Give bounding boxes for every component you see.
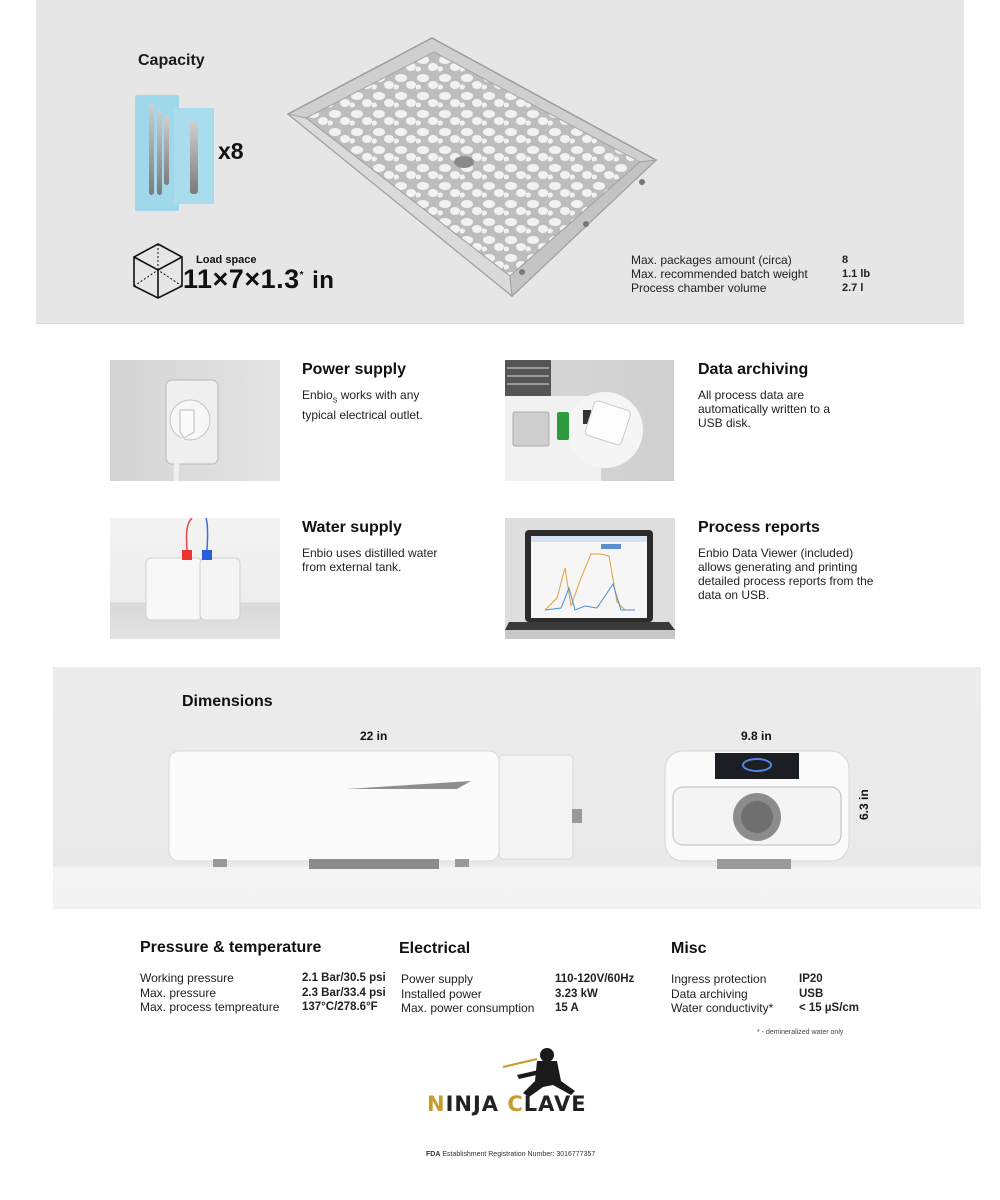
pressure-table [140, 971, 386, 1015]
sterilization-pouch-image [135, 95, 179, 211]
table-row: Water conductivity* < 15 µS/cm [671, 1001, 860, 1015]
load-space-label: Load space [196, 254, 257, 266]
process-reports-desc: Enbio Data Viewer (included) allows generating and printing detailed process reports from the data on USB. [698, 546, 874, 602]
dimensions-panel [53, 667, 981, 909]
process-reports-title: Process reports [698, 519, 820, 536]
height-dimension: 6.3 in [857, 789, 871, 820]
dimensions-title: Dimensions [182, 693, 273, 710]
water-tanks-image [110, 518, 280, 639]
power-outlet-image [110, 360, 280, 481]
water-supply-title: Water supply [302, 519, 402, 536]
table-row: Max. power consumption 15 A [401, 1001, 579, 1015]
table-row: Data archiving USB [671, 986, 824, 1001]
capacity-panel [36, 0, 964, 324]
table-row: Working pressure 2.1 Bar/30.5 psi [140, 971, 386, 985]
misc-table [671, 972, 859, 1016]
table-row: Installed power 3.23 kW [401, 986, 598, 1001]
capacity-specs [631, 253, 881, 295]
handpiece-pouch-image [174, 108, 214, 204]
spec-row: Max. recommended batch weight 1.1 lb [631, 267, 871, 281]
table-row: Ingress protection IP20 [671, 972, 823, 986]
pressure-title: Pressure & temperature [140, 939, 322, 956]
package-multiplier: x8 [218, 138, 244, 164]
usb-port-image [505, 360, 674, 481]
depth-dimension: 22 in [360, 729, 388, 743]
power-supply-title: Power supply [302, 361, 407, 378]
table-row: Max. process tempreature 137°C/278.6°F [140, 1000, 378, 1014]
electrical-title: Electrical [399, 940, 471, 957]
load-space-value: 11×7×1.3* in [183, 264, 335, 294]
autoclave-side-view-image [53, 667, 981, 909]
data-archiving-desc: All process data are automatically written to a USB disk. [698, 388, 831, 430]
sterilization-tray-image [284, 36, 664, 301]
spec-row: Max. packages amount (circa) 8 [631, 253, 849, 267]
electrical-table [401, 972, 634, 1016]
fda-registration: FDA Establishment Registration Number: 3016777357 [426, 1151, 596, 1158]
spec-row: Process chamber volume 2.7 l [631, 281, 864, 295]
table-row: Power supply 110-120V/60Hz [401, 972, 635, 986]
width-dimension: 9.8 in [741, 729, 772, 743]
footnote: * - demineralized water only [757, 1029, 844, 1036]
capacity-title: Capacity [138, 52, 205, 69]
power-supply-desc: Enbio$_S$ works with any typical electrical outlet. [302, 388, 423, 423]
table-row: Max. pressure 2.3 Bar/33.4 psi [140, 985, 386, 1000]
data-archiving-title: Data archiving [698, 361, 809, 378]
cube-icon [132, 242, 184, 300]
logo-wordmark: NINJA CLAVE [427, 1092, 587, 1116]
laptop-report-image [505, 518, 675, 639]
misc-title: Misc [671, 940, 707, 957]
water-supply-desc: Enbio uses distilled water from external tank. [302, 546, 438, 574]
